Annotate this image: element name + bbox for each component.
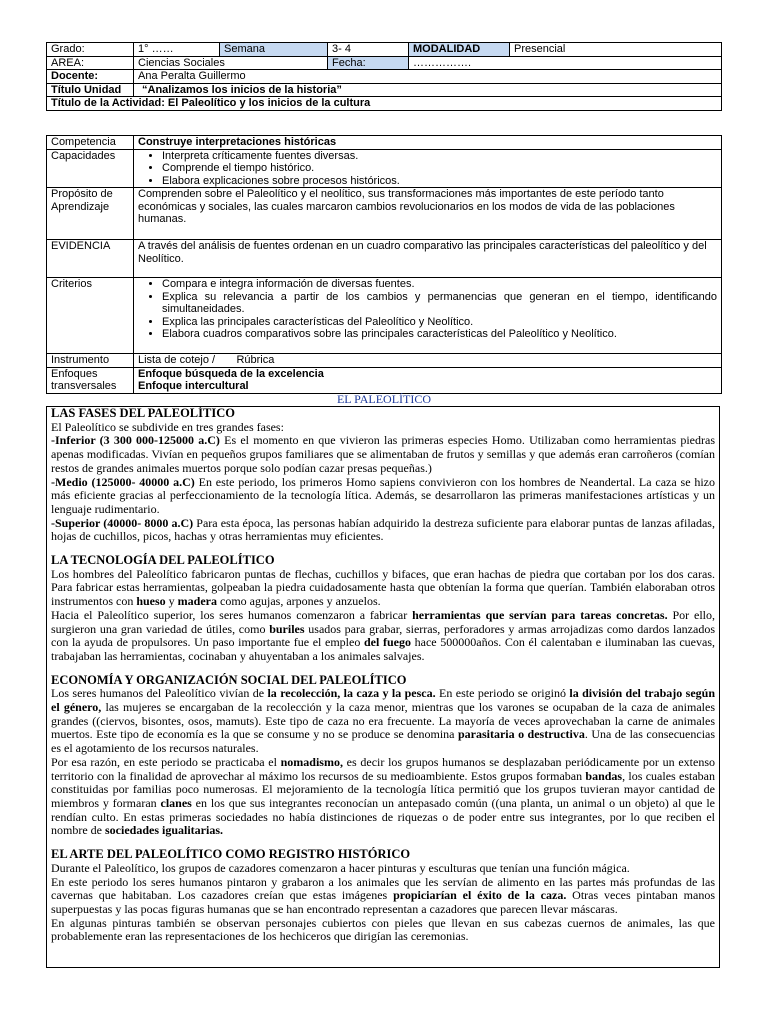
proposito-label: Propósito de Aprendizaje — [47, 188, 134, 240]
plan-table — [46, 135, 722, 394]
grado-label: Grado: — [47, 43, 134, 57]
list-item: • Interpreta críticamente fuentes diversas. — [162, 150, 717, 163]
enfoque-intercultural: Enfoque intercultural — [138, 380, 249, 392]
plan-row-capacidades — [47, 149, 722, 188]
section-heading-arte: EL ARTE DEL PALEOLÍTICO COMO REGISTRO HISTÓRICO — [51, 847, 411, 862]
criterios-list-cell — [134, 278, 722, 354]
header-row-area — [47, 56, 722, 70]
capacidades-label: Capacidades — [47, 149, 134, 188]
area-value: Ciencias Sociales — [134, 56, 328, 70]
section-heading-fases: LAS FASES DEL PALEOLÍTICO — [51, 406, 235, 420]
criterios-list — [138, 278, 717, 341]
fase-superior: -Superior (40000- 8000 a.C) Para esta época, las personas habían adquirido la destreza suficiente para elaborar puntas de lanzas afiladas, hojas de cuchillos, picos, hachas y otras herramientas muy eficientes. — [51, 515, 715, 544]
proposito-value: Comprenden sobre el Paleolítico y el neolítico, sus transformaciones más importantes de este período tanto económicas y sociales, las cuales marcaron cambios revolucionarios en los modos de vida de las poblaciones humanas. — [134, 188, 722, 240]
arte-paragraph-3: En algunas pinturas también se observan personajes cubiertos con pieles que llevan en sus cabezas cuernos de animales, las que probablemente eran las representaciones de los hechiceros que dirigían las ceremonias. — [51, 915, 715, 944]
fase-inferior: -Inferior (3 300 000-125000 a.C) Es el momento en que vivieron las primeras especies Homo. Utilizaban como herramientas piedras apenas modificadas. Vivían en pequeños grupos familiares que se alimentaban de frutos y semillas y que además eran carroñeros (comían restos de grandes animales muertos porque solo podían cazar presas pequeñas.) — [51, 433, 715, 475]
semana-label: Semana — [220, 43, 328, 57]
plan-row-enfoques — [47, 367, 722, 393]
list-item: • Elabora cuadros comparativos sobre las principales características del Paleolítico y Neolítico. — [162, 328, 717, 341]
area-label: AREA: — [47, 56, 134, 70]
criterios-label: Criterios — [47, 278, 134, 354]
plan-row-criterios — [47, 278, 722, 354]
titulo-value: “Analizamos los inicios de la historia” — [134, 83, 722, 97]
section-heading-economia: ECONOMÍA Y ORGANIZACIÓN SOCIAL DEL PALEOLÍTICO — [51, 672, 407, 687]
plan-row-competencia — [47, 136, 722, 150]
enfoques-label: Enfoques transversales — [47, 367, 134, 393]
fases-intro: El Paleolítico se subdivide en tres grandes fases: — [51, 419, 284, 434]
enfoque-excelencia: Enfoque búsqueda de la excelencia — [138, 367, 324, 380]
reading-title: EL PALEOLÍTICO — [336, 392, 432, 406]
plan-row-evidencia — [47, 240, 722, 278]
section-heading-tecnologia: LA TECNOLOGÍA DEL PALEOLÍTICO — [51, 553, 275, 568]
capacidades-list-cell — [134, 149, 722, 188]
instrumento-value: Lista de cotejo / Rúbrica — [134, 354, 722, 368]
tecnologia-paragraph-1: Los hombres del Paleolítico fabricaron puntas de flechas, cuchillos y bifaces, que eran hachas de piedra que cortaban por los dos caras. Para fabricar estas herramientas, golpeaban la piedra cuidadosamente hasta que obtenían la forma que querían. También elaboraban otros instrumentos con hueso y madera como agujas, arpones y anzuelos. — [51, 566, 715, 609]
competencia-label: Competencia — [47, 136, 134, 150]
list-item: • Comprende el tiempo histórico. — [162, 162, 717, 175]
fecha-value: ……………. — [409, 56, 722, 70]
header-row-docente — [47, 70, 722, 84]
header-row-grado — [47, 43, 722, 57]
list-item: • Explica las principales características del Paleolítico y Neolítico. — [162, 316, 717, 329]
modalidad-label: MODALIDAD — [409, 43, 510, 57]
fase-medio: -Medio (125000- 40000 a.C) En este periodo, los primeros Homo sapiens convivieron con los hombres de Neandertal. La caza se hizo más eficiente gracias al perfeccionamiento de la tecnología lítica. Además, se desarrollaron las primeras manifestaciones artísticas y un lenguaje rudimentario. — [51, 474, 716, 516]
docente-value: Ana Peralta Guillermo — [134, 70, 722, 84]
semana-value: 3- 4 — [328, 43, 409, 57]
docente-label: Docente: — [47, 70, 134, 84]
economia-paragraph-2: Por esa razón, en este periodo se practicaba el nomadismo, es decir los grupos humanos se desplazaban periódicamente por un extenso territorio con la finalidad de aprovechar al máximo los recursos de su medioambiente. Estos grupos formaban bandas, los cuales estaban constituidas por familias poco numerosas. El mejoramiento de la tecnología lítica permitió que los grupos tuvieran mayor cantidad de miembros y formaran clanes en los que sus integrantes reconocían un antepasado común ((una planta, un animal o un objeto) al que le rendían culto. En estas primeras sociedades no había distinciones de riquezas o de poder entre sus integrantes, por lo que reciben el nombre de sociedades igualitarias. — [51, 754, 715, 838]
evidencia-value: A través del análisis de fuentes ordenan en un cuadro comparativo las principales características del paleolítico y del Neolítico. — [134, 240, 722, 278]
grado-value: 1° …… — [134, 43, 220, 57]
reading-box — [46, 406, 720, 968]
fecha-label: Fecha: — [328, 56, 409, 70]
titulo-label: Título Unidad — [47, 83, 134, 97]
plan-row-instrumento — [47, 354, 722, 368]
capacidades-list — [138, 150, 717, 188]
instrumento-label: Instrumento — [47, 354, 134, 368]
header-row-actividad — [47, 97, 722, 111]
arte-paragraph-2: En este periodo los seres humanos pintaron y grabaron a los animales que les servían de alimento en las partes más profundas de las cavernas que habitaban. Los cazadores creían que estas imágenes propiciarían el éxito de la caza. Otras veces pintaban manos superpuestas y las pocas figuras humanas que se han encontrado representan a cazadores que parecen llevar máscaras. — [51, 874, 715, 916]
economia-paragraph-1: Los seres humanos del Paleolítico vivían de la recolección, la caza y la pesca. En este periodo se originó la división del trabajo según el género, las mujeres se encargaban de la recolección y la caza menor, mientras que los varones se ocupaban de la caza de animales grandes ((ciervos, bisontes, osos, mamuts). Este tipo de caza no era frecuente. La mayoría de veces aprovechaban la carne de animales muertos. Este tipo de economía es la que se consume y no se produce se denomina parasitaria o destructiva. Una de las consecuencias es el agotamiento de los recursos naturales. — [51, 686, 716, 756]
header-table — [46, 42, 722, 111]
list-item: • Explica su relevancia a partir de los cambios y permanencias que generan en el tiempo, identificando simultaneidades. — [162, 291, 717, 316]
tecnologia-paragraph-2: Hacia el Paleolítico superior, los seres humanos comenzaron a fabricar herramientas que servían para tareas concretas. Por ello, surgieron una gran variedad de útiles, como buriles usados para grabar, sierras, perforadores y armas arrojadizas como dardos lanzados con la ayuda de propulsores. Un paso importante fue el empleo del fuego hace 500000años. Con él calentaban e iluminaban las cuevas, trabajaban las herramientas, cocinaban y ahuyentaban a los animales salvajes. — [51, 607, 716, 663]
list-item: • Compara e integra información de diversas fuentes. — [162, 278, 717, 291]
competencia-value: Construye interpretaciones históricas — [134, 136, 722, 150]
enfoques-value — [134, 367, 722, 393]
evidencia-label: EVIDENCIA — [47, 240, 134, 278]
list-item: • Elabora explicaciones sobre procesos históricos. — [162, 175, 717, 188]
actividad-title: Título de la Actividad: El Paleolítico y los inicios de la cultura — [47, 97, 722, 111]
plan-row-proposito — [47, 188, 722, 240]
header-row-titulo — [47, 83, 722, 97]
modalidad-value: Presencial — [510, 43, 722, 57]
arte-paragraph-1: Durante el Paleolítico, los grupos de cazadores comenzaron a hacer pinturas y esculturas que tenían una función mágica. — [51, 860, 630, 875]
